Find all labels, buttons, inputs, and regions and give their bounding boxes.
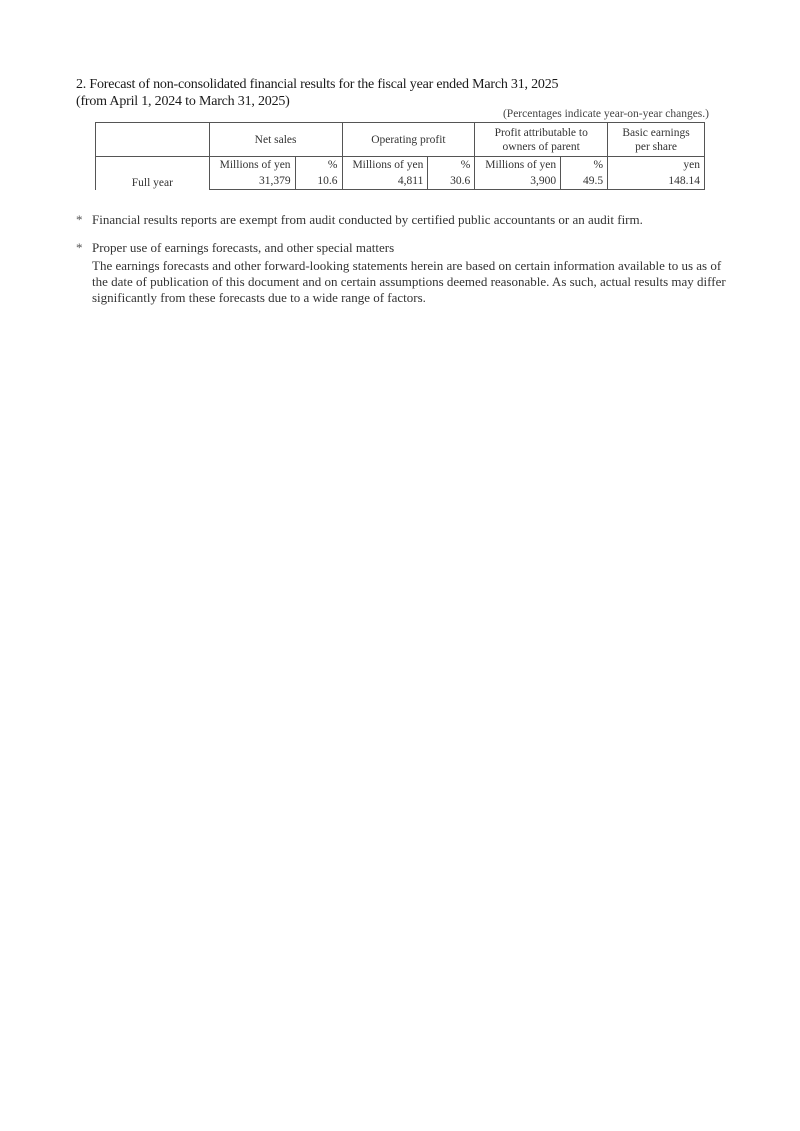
section-title-line2: (from April 1, 2024 to March 31, 2025): [76, 94, 290, 109]
header-operating-profit: Operating profit: [342, 123, 475, 157]
note-heading: Proper use of earnings forecasts, and other special matters: [92, 240, 395, 255]
header-eps-line1: Basic earnings: [622, 126, 690, 139]
value-profit-attributable-pct: 49.5: [561, 173, 608, 190]
header-profit-attributable: [475, 123, 608, 157]
unit-eps: yen: [608, 157, 705, 174]
header-net-sales: Net sales: [209, 123, 342, 157]
value-net-sales: 31,379: [209, 173, 295, 190]
note-audit-exemption: [76, 212, 726, 228]
header-profit-attributable-line1: Profit attributable to: [494, 126, 588, 139]
header-eps: [608, 123, 705, 157]
value-net-sales-pct: 10.6: [295, 173, 342, 190]
header-eps-line2: per share: [635, 140, 677, 153]
unit-net-sales: Millions of yen: [209, 157, 295, 174]
note-text: Financial results reports are exempt from audit conducted by certified public accountants or an audit firm.: [92, 212, 643, 227]
section-title: [76, 76, 558, 110]
header-blank: [96, 123, 210, 157]
table-header-row: [96, 123, 705, 157]
notes-section: [76, 212, 726, 318]
percentage-note: (Percentages indicate year-on-year changes.): [502, 108, 709, 120]
unit-net-sales-pct: %: [295, 157, 342, 174]
header-profit-attributable-line2: owners of parent: [502, 140, 580, 153]
value-operating-profit: 4,811: [342, 173, 428, 190]
unit-profit-attributable-pct: %: [561, 157, 608, 174]
unit-profit-attributable: Millions of yen: [475, 157, 561, 174]
row-label-full-year: Full year: [96, 157, 210, 190]
note-forecast-use: [76, 240, 726, 306]
value-operating-profit-pct: 30.6: [428, 173, 475, 190]
asterisk-marker: *: [76, 240, 83, 255]
forecast-table: [95, 122, 705, 190]
asterisk-marker: *: [76, 212, 83, 227]
note-detail: The earnings forecasts and other forward-looking statements herein are based on certain information available to us as of the date of publication of this document and on certain assumptions deemed reasonable. As such, actual results may differ significantly from these forecasts due to a wide range of factors.: [92, 258, 726, 305]
unit-operating-profit-pct: %: [428, 157, 475, 174]
value-eps: 148.14: [608, 173, 705, 190]
unit-operating-profit: Millions of yen: [342, 157, 428, 174]
value-profit-attributable: 3,900: [475, 173, 561, 190]
table-units-row: [96, 157, 705, 174]
section-title-line1: 2. Forecast of non-consolidated financial results for the fiscal year ended March 31, 2025: [76, 77, 559, 92]
